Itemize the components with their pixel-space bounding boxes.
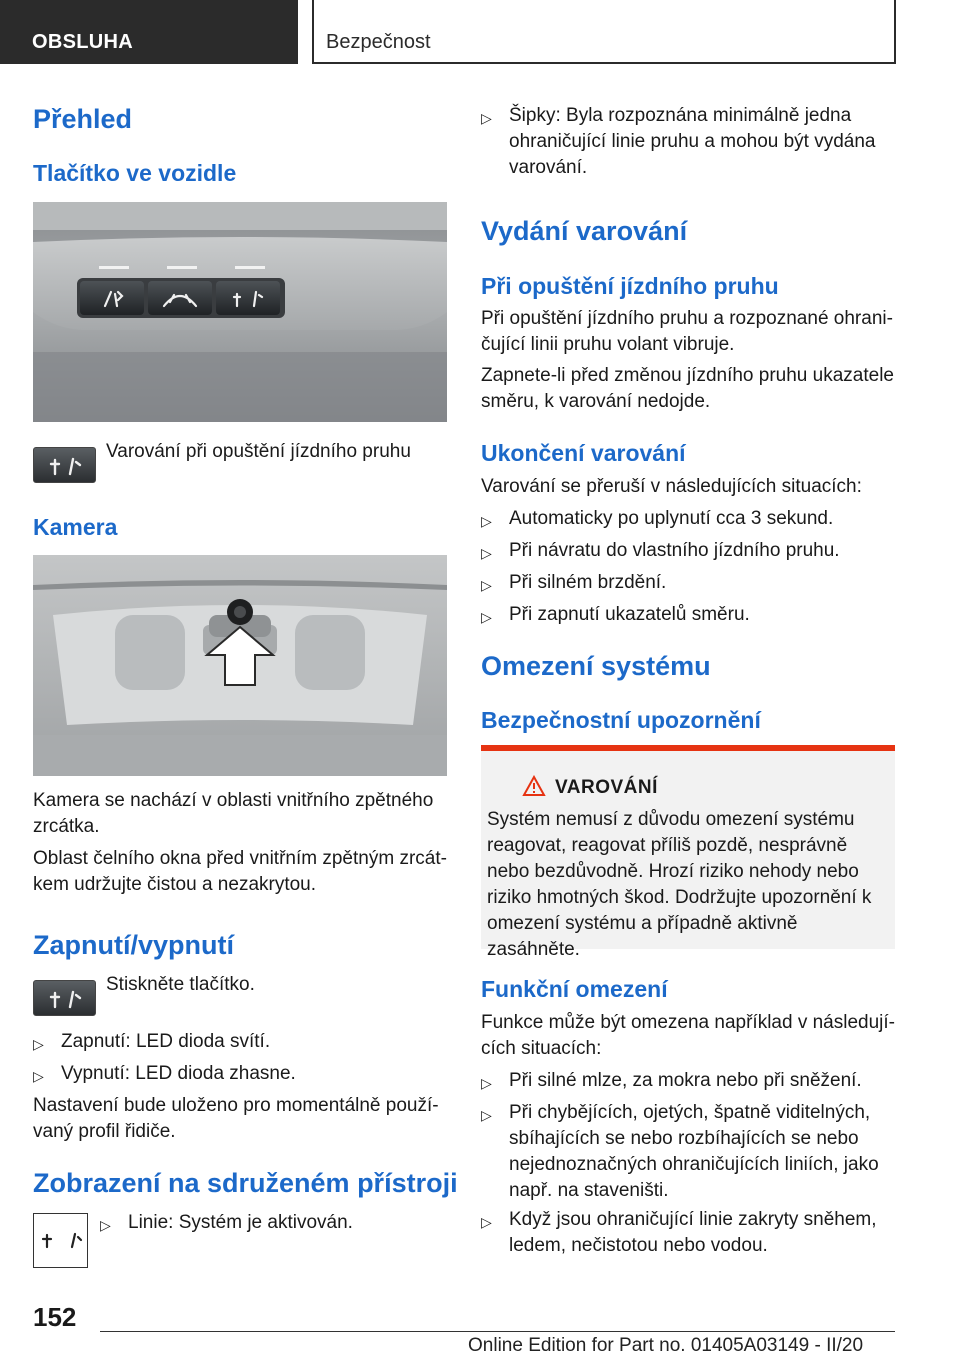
heading-tlacitko: Tlačítko ve vozidle <box>33 160 237 186</box>
kamera-paragraph-2: Oblast čelního okna před vnitřním zpětným zrcátkem udržujte čistou a nezakrytou. <box>33 848 447 895</box>
list-item: ▷ Vypnutí: LED dioda zhasne. <box>33 1061 447 1087</box>
warning-text: Systém nemusí z důvodu omezení systému reagovat, reagovat příliš pozdě, nesprávně nebo bezdůvodně. Hrozí riziko nehody nebo riziko hmotných škod. Dodržujte upozornění k omezení systému a případně aktivně zasáhněte. <box>487 809 872 960</box>
bullet-triangle-icon: ▷ <box>481 577 492 593</box>
bullet-triangle-icon: ▷ <box>33 1068 44 1084</box>
list-item: ▷ Při zapnutí ukazatelů směru. <box>481 602 895 628</box>
heading-vydani: Vydání varování <box>481 216 688 246</box>
funkcni-paragraph: Funkce může být omezena například v následujících situacích: <box>481 1012 895 1059</box>
bullet-triangle-icon: ▷ <box>481 1075 492 1091</box>
warning-title: VAROVÁNÍ <box>555 777 658 798</box>
header-section-label: OBSLUHA <box>32 31 133 53</box>
button-panel-photo <box>33 202 447 422</box>
list-item: ▷ Zapnutí: LED dioda svítí. <box>33 1029 447 1055</box>
heading-funkcni: Funkční omezení <box>481 976 668 1002</box>
list-item: ▷ Při chybějících, ojetých, špatně viditelných, sbíhajících se nebo rozbíhajících se nebo nejednoznačných ohraničujících liniích, jako např. na staveništi. <box>481 1102 879 1201</box>
list-item: ▷ Když jsou ohraničující linie zakryty sněhem, ledem, nečistotou nebo vodou. <box>481 1209 877 1256</box>
heading-zapnuti: Zapnutí/vypnutí <box>33 930 234 960</box>
warning-box <box>481 745 895 960</box>
header-chapter-tab <box>312 0 896 64</box>
kamera-paragraph-1: Kamera se nachází v oblasti vnitřního zpětného zrcátka. <box>33 790 434 837</box>
camera-photo <box>33 555 447 776</box>
settings-paragraph: Nastavení bude uloženo pro momentálně používaný profil řidiče. <box>33 1095 439 1142</box>
list-item: ▷ Při silné mlze, za mokra nebo při sněžení. <box>481 1068 895 1094</box>
heading-kamera: Kamera <box>33 514 118 540</box>
header-section-tab <box>0 0 298 64</box>
header-chapter-label: Bezpečnost <box>326 31 431 53</box>
bullet-triangle-icon: ▷ <box>481 1214 492 1230</box>
bullet-triangle-icon: ▷ <box>481 513 492 529</box>
heading-prehled: Přehled <box>33 104 133 134</box>
page-number: 152 <box>33 1302 77 1332</box>
bullet-triangle-icon: ▷ <box>481 609 492 625</box>
warning-triangle-icon <box>522 775 546 797</box>
camera-illustration <box>33 555 447 776</box>
footer-edition: Online Edition for Part no. 01405A03149 - II/20 <box>468 1335 864 1356</box>
heading-ukonceni: Ukončení varování <box>481 440 686 466</box>
lane-warning-button-icon <box>33 447 96 483</box>
button-panel-illustration <box>33 202 447 422</box>
list-item: ▷ Při silném brzdění. <box>481 570 895 596</box>
footer-divider <box>100 1331 895 1332</box>
heading-zobrazeni: Zobrazení na sdruženém přístroji <box>33 1168 458 1198</box>
heading-omezeni: Omezení systému <box>481 651 711 681</box>
bullet-triangle-icon: ▷ <box>481 1107 492 1123</box>
bullet-triangle-icon: ▷ <box>481 545 492 561</box>
list-item: ▷ Při návratu do vlastního jízdního pruhu. <box>481 538 895 564</box>
bullet-triangle-icon: ▷ <box>100 1217 111 1233</box>
list-item: ▷ Automaticky po uplynutí cca 3 sekund. <box>481 506 895 532</box>
ukonceni-paragraph: Varování se přeruší v následujících situacích: <box>481 476 862 497</box>
cluster-lines-icon <box>33 1213 88 1268</box>
icon-caption: Varování při opuštění jízdního pruhu <box>106 441 411 462</box>
opusteni-paragraph-2: Zapnete-li před změnou jízdního pruhu ukazatele směru, k varování nedojde. <box>481 365 894 412</box>
bullet-triangle-icon: ▷ <box>33 1036 44 1052</box>
opusteni-paragraph-1: Při opuštění jízdního pruhu a rozpoznané ohraničující linii pruhu volant vibruje. <box>481 308 893 355</box>
heading-opusteni: Při opuštění jízdního pruhu <box>481 273 779 299</box>
heading-bezpecnostni: Bezpečnostní upozornění <box>481 707 761 733</box>
list-item: ▷ Šipky: Byla rozpoznána minimálně jedna ohraničující linie pruhu a mohou být vydána varování. <box>481 105 876 178</box>
press-button-text: Stiskněte tlačítko. <box>106 974 255 995</box>
lane-warning-button-icon-2 <box>33 980 96 1016</box>
list-item: ▷ Linie: Systém je aktivován. <box>100 1210 440 1236</box>
bullet-triangle-icon: ▷ <box>481 110 492 126</box>
